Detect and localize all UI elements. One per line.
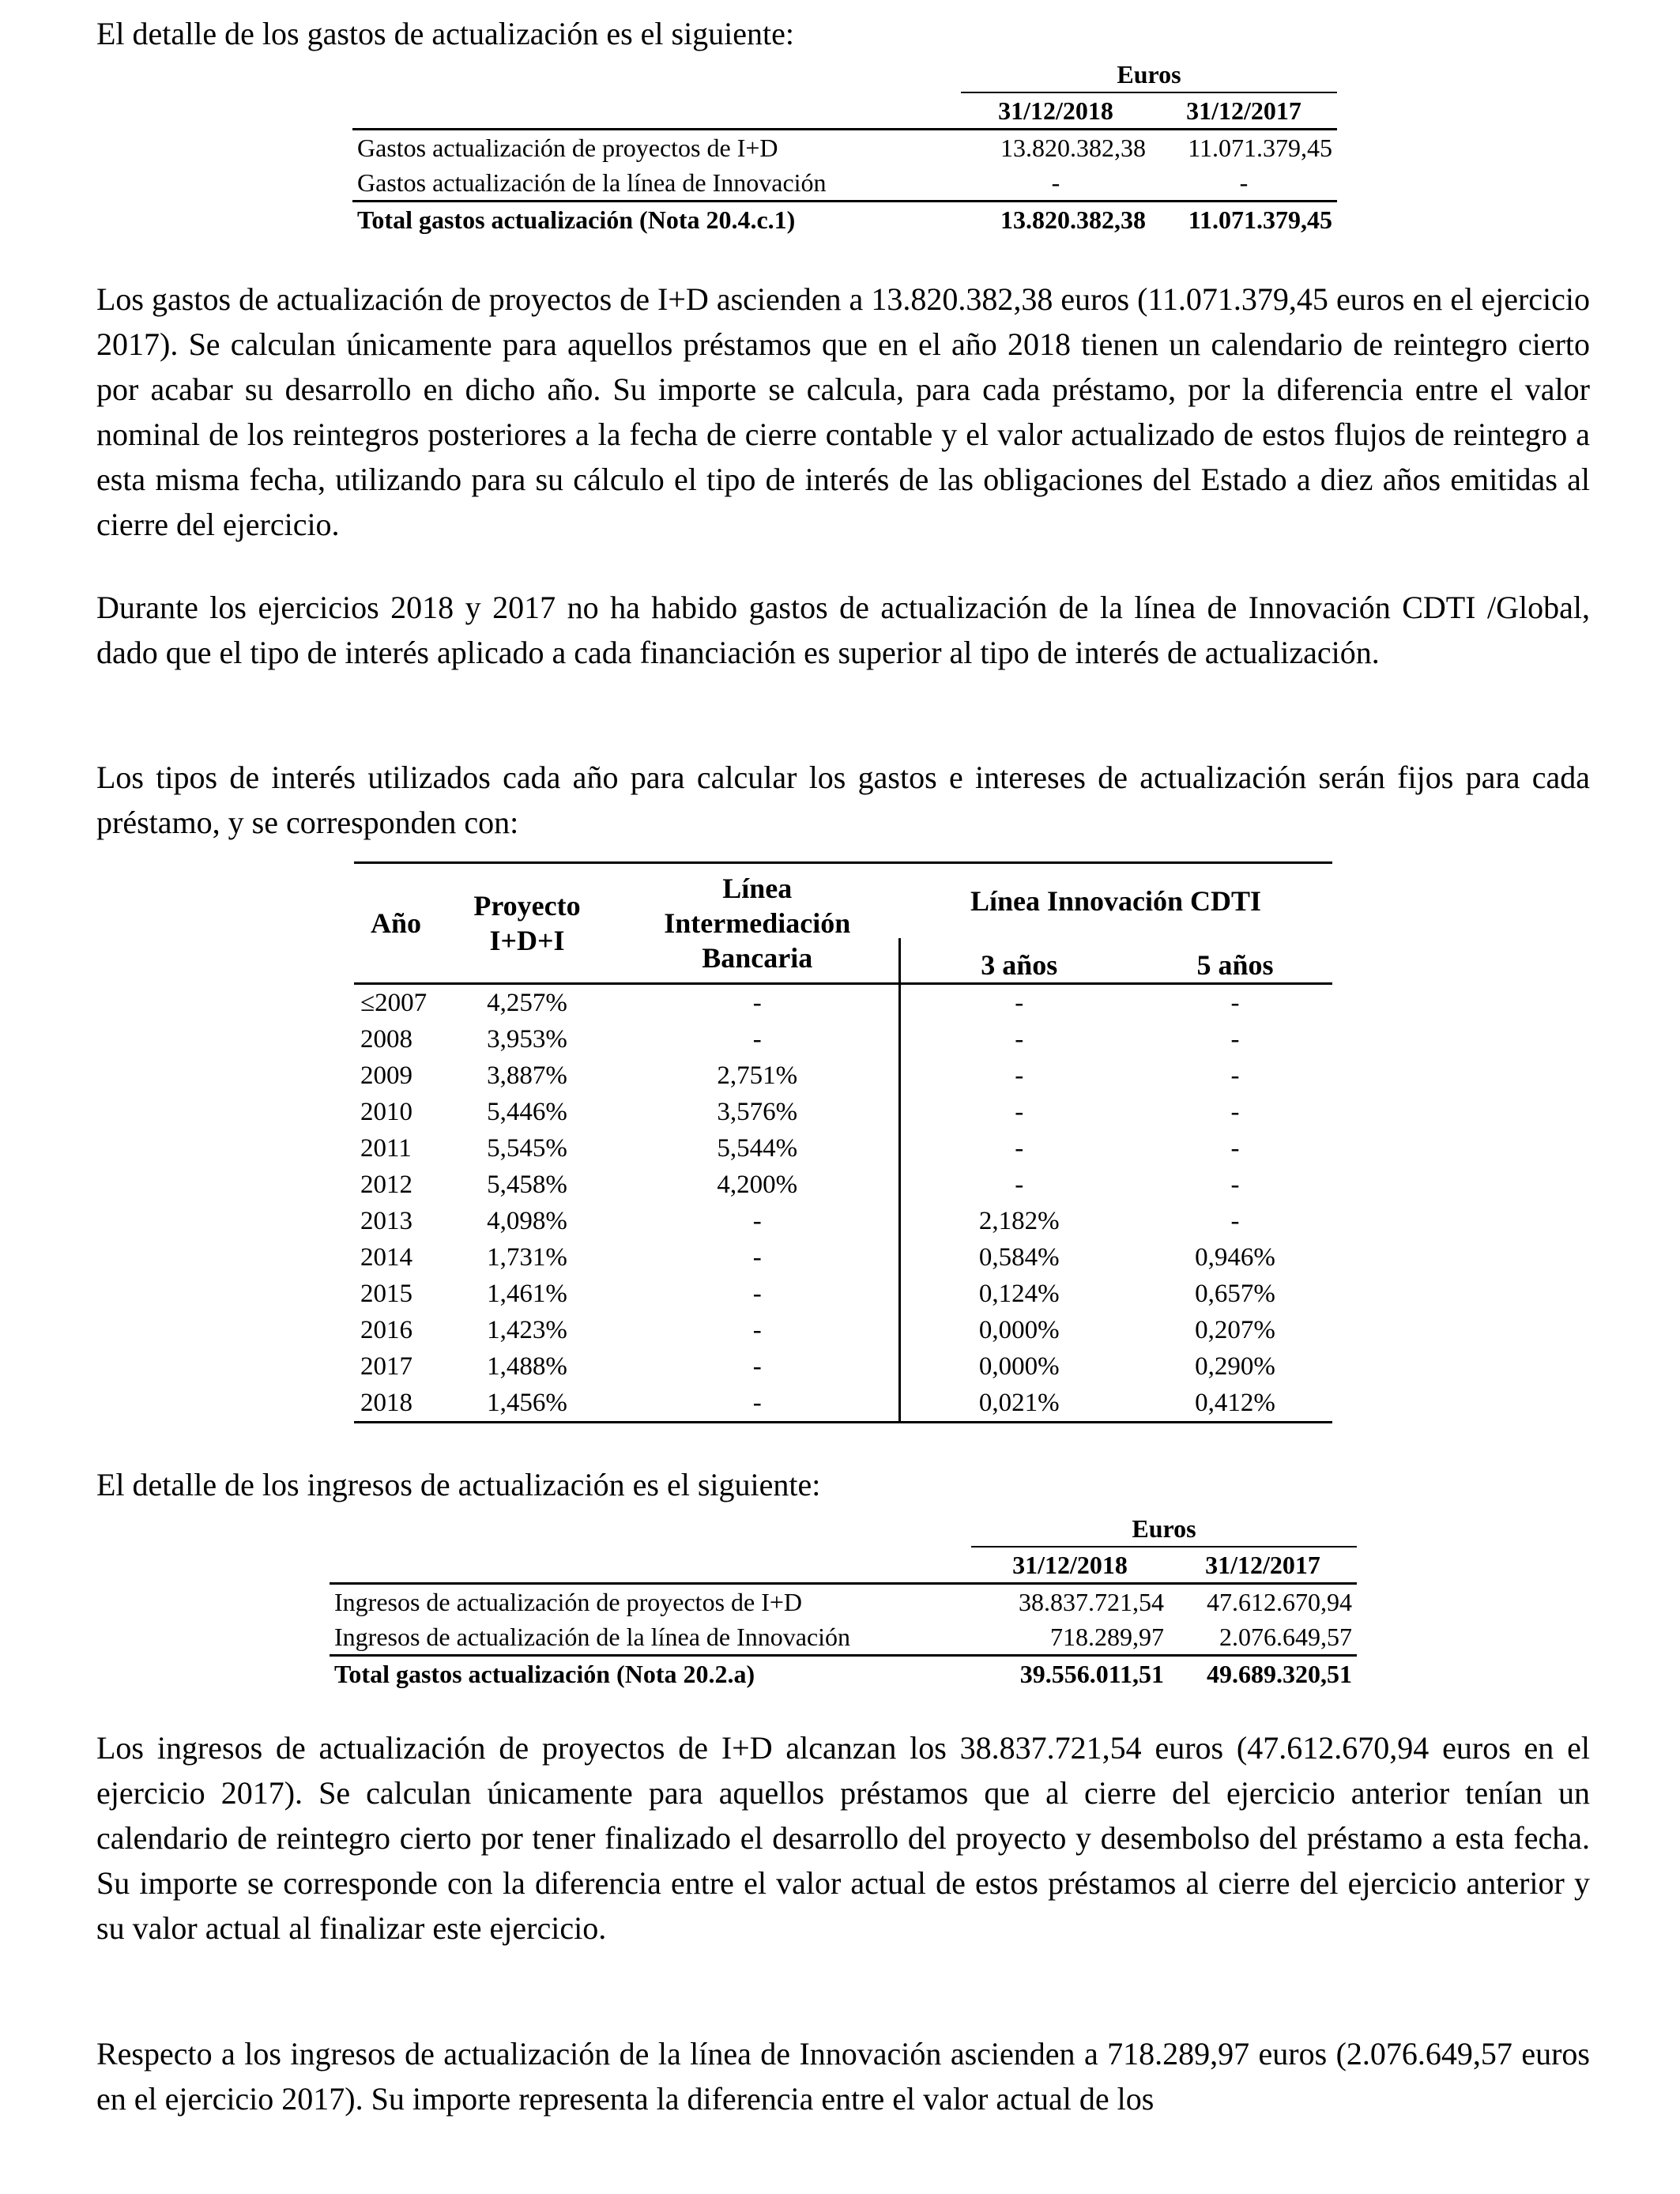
table-cell: 4,200%	[717, 1171, 798, 1199]
table-row	[354, 984, 1332, 1022]
table-cell: -	[1230, 1025, 1240, 1054]
table-row	[354, 1385, 1332, 1423]
paragraph-ingresos-proyectos: Los ingresos de actualización de proyectos de I+D alcanzan los 38.837.721,54 euros (47.612.670,94 euros en el ejercicio 2017). Se calculan únicamente para aquellos préstamos que al cierre del ejercicio anterior tenían un calendario de reintegro cierto por tener finalizado el desarrollo del proyecto y desembolso del préstamo a esta fecha. Su importe se corresponde con la diferencia entre el valor actual de estos préstamos al cierre del ejercicio anterior y su valor actual al finalizar este ejercicio.	[96, 1730, 1590, 1946]
table-cell: -	[899, 1167, 1138, 1203]
table-cell: 5,458%	[487, 1171, 567, 1199]
table-cell: 5,544%	[717, 1134, 798, 1163]
table-row	[354, 1348, 1332, 1385]
table-cell: -	[1230, 1207, 1240, 1235]
rates-table-body	[354, 984, 1332, 1423]
table-total-row: Total gastos actualización (Nota 20.2.a) 39.556.011,51 49.689.320,51	[334, 1660, 1352, 1688]
table-cell: 0,412%	[1138, 1385, 1332, 1423]
table-cell: 0,000%	[899, 1312, 1138, 1348]
table-cell: 1,423%	[487, 1316, 567, 1344]
table-cell: 2018	[354, 1385, 438, 1423]
table-cell: -	[1230, 1098, 1240, 1126]
table-row	[354, 1312, 1332, 1348]
table-cell: 0,290%	[1195, 1352, 1275, 1381]
table-cell: 1,461%	[487, 1280, 567, 1308]
table-cell: 3,887%	[487, 1061, 567, 1090]
table-cell: 2011	[360, 1134, 412, 1163]
rates-table	[354, 861, 1332, 1423]
ingresos-table	[330, 1511, 1357, 1691]
table-cell: ≤2007	[360, 989, 428, 1017]
table-cell: 3,953%	[487, 1025, 567, 1054]
table-cell: -	[1230, 1171, 1240, 1199]
ingresos-col1: 31/12/2018	[971, 1547, 1169, 1584]
table-cell: 2013	[360, 1207, 412, 1235]
table-cell: 1,488%	[487, 1352, 567, 1381]
paragraph-gastos-proyectos: Los gastos de actualización de proyectos de I+D ascienden a 13.820.382,38 euros (11.071.379,45 euros en el ejercicio 2017). Se calculan únicamente para aquellos préstamos que en el año 2018 tienen un calendario de reintegro cierto por acabar su desarrollo en dicho año. Su importe se calcula, para cada préstamo, por la diferencia entre el valor nominal de los reintegros posteriores a la fecha de cierre contable y el valor actualizado de estos flujos de reintegro a esta misma fecha, utilizando para su cálculo el tipo de interés de las obligaciones del Estado a diez años emitidas al cierre del ejercicio.	[96, 281, 1590, 542]
paragraph-gastos-innovacion: Durante los ejercicios 2018 y 2017 no ha habido gastos de actualización de la línea de Innovación CDTI /Global, dado que el tipo de interés aplicado a cada financiación es superior al tipo de interés de actualización.	[96, 590, 1590, 670]
table-row: Ingresos de actualización de la línea de Innovación 718.289,97 2.076.649,57	[330, 1619, 1357, 1656]
table-cell: 0,021%	[899, 1385, 1138, 1423]
table-cell: 2009	[360, 1061, 412, 1090]
header-proyecto: Proyecto I+D+I	[438, 863, 616, 984]
table-cell: -	[899, 1094, 1138, 1130]
paragraph-tipos-interes: Los tipos de interés utilizados cada año para calcular los gastos e intereses de actualización serán fijos para cada préstamo, y se corresponden con:	[96, 760, 1590, 840]
table-cell: -	[616, 1385, 899, 1423]
table-cell: -	[1230, 989, 1240, 1017]
table-cell: -	[899, 984, 1138, 1022]
table-cell: 0,584%	[899, 1239, 1138, 1276]
table-total-row: Total gastos actualización (Nota 20.4.c.1) 13.820.382,38 11.071.379,45	[357, 205, 1332, 234]
table-row: Gastos actualización de la línea de Innovación - -	[352, 165, 1337, 202]
table-cell: -	[752, 1316, 762, 1344]
table-cell: -	[899, 1130, 1138, 1167]
table-cell: 0,946%	[1195, 1243, 1275, 1272]
paragraph-ingresos-innovacion: Respecto a los ingresos de actualización de la línea de Innovación ascienden a 718.289,97 euros (2.076.649,57 euros en el ejercicio 2017). Su importe representa la diferencia entre el valor actual de los	[96, 2036, 1590, 2117]
table-cell: -	[1230, 1061, 1240, 1090]
intro-ingresos: El detalle de los ingresos de actualización es el siguiente:	[96, 1467, 821, 1502]
table-cell: 1,456%	[438, 1385, 616, 1423]
table-cell: 2014	[360, 1243, 412, 1272]
header-year: Año	[354, 863, 438, 984]
table-cell: -	[752, 1025, 762, 1054]
table-cell: 2016	[360, 1316, 412, 1344]
table-cell: -	[899, 1057, 1138, 1094]
table-cell: -	[752, 1207, 762, 1235]
table-row	[354, 1239, 1332, 1276]
table-cell: -	[899, 1021, 1138, 1057]
table-row: Ingresos de actualización de proyectos de I+D 38.837.721,54 47.612.670,94	[334, 1588, 1352, 1616]
table-cell: 2015	[360, 1280, 412, 1308]
table-cell: 4,257%	[487, 989, 567, 1017]
gastos-table	[352, 57, 1337, 237]
table-cell: -	[752, 989, 762, 1017]
table-cell: 0,000%	[899, 1348, 1138, 1385]
table-cell: 0,657%	[1195, 1280, 1275, 1308]
table-cell: 2008	[360, 1025, 412, 1054]
header-3-anos: 3 años	[899, 938, 1138, 984]
table-cell: 1,731%	[487, 1243, 567, 1272]
table-row	[354, 1167, 1332, 1203]
table-row	[354, 1276, 1332, 1312]
table-cell: -	[752, 1352, 762, 1381]
table-cell: -	[1230, 1134, 1240, 1163]
gastos-col2: 31/12/2017	[1151, 92, 1337, 130]
gastos-currency: Euros	[961, 57, 1337, 92]
gastos-col1: 31/12/2018	[961, 92, 1151, 130]
header-cdti: Línea Innovación CDTI	[899, 863, 1332, 939]
table-cell: 2010	[360, 1098, 412, 1126]
table-cell: 0,207%	[1195, 1316, 1275, 1344]
table-cell: 0,124%	[899, 1276, 1138, 1312]
table-row	[354, 1094, 1332, 1130]
table-cell: 2012	[360, 1171, 412, 1199]
table-cell: 4,098%	[487, 1207, 567, 1235]
table-cell: 5,446%	[487, 1098, 567, 1126]
table-row	[354, 1130, 1332, 1167]
table-row	[354, 1057, 1332, 1094]
ingresos-col2: 31/12/2017	[1169, 1547, 1357, 1584]
table-cell: 3,576%	[717, 1098, 798, 1126]
table-cell: -	[752, 1243, 762, 1272]
intro-gastos: El detalle de los gastos de actualización es el siguiente:	[96, 16, 795, 51]
table-cell: 2,182%	[899, 1203, 1138, 1239]
table-cell: 2017	[360, 1352, 412, 1381]
table-row	[354, 1203, 1332, 1239]
table-cell: -	[752, 1280, 762, 1308]
table-row: Gastos actualización de proyectos de I+D 13.820.382,38 11.071.379,45	[357, 134, 1332, 162]
header-linea-intermediacion: Línea Intermediación Bancaria	[616, 863, 899, 984]
table-cell: 5,545%	[487, 1134, 567, 1163]
ingresos-currency: Euros	[971, 1511, 1357, 1547]
table-row	[354, 1021, 1332, 1057]
header-5-anos: 5 años	[1138, 938, 1332, 984]
table-cell: 2,751%	[717, 1061, 798, 1090]
